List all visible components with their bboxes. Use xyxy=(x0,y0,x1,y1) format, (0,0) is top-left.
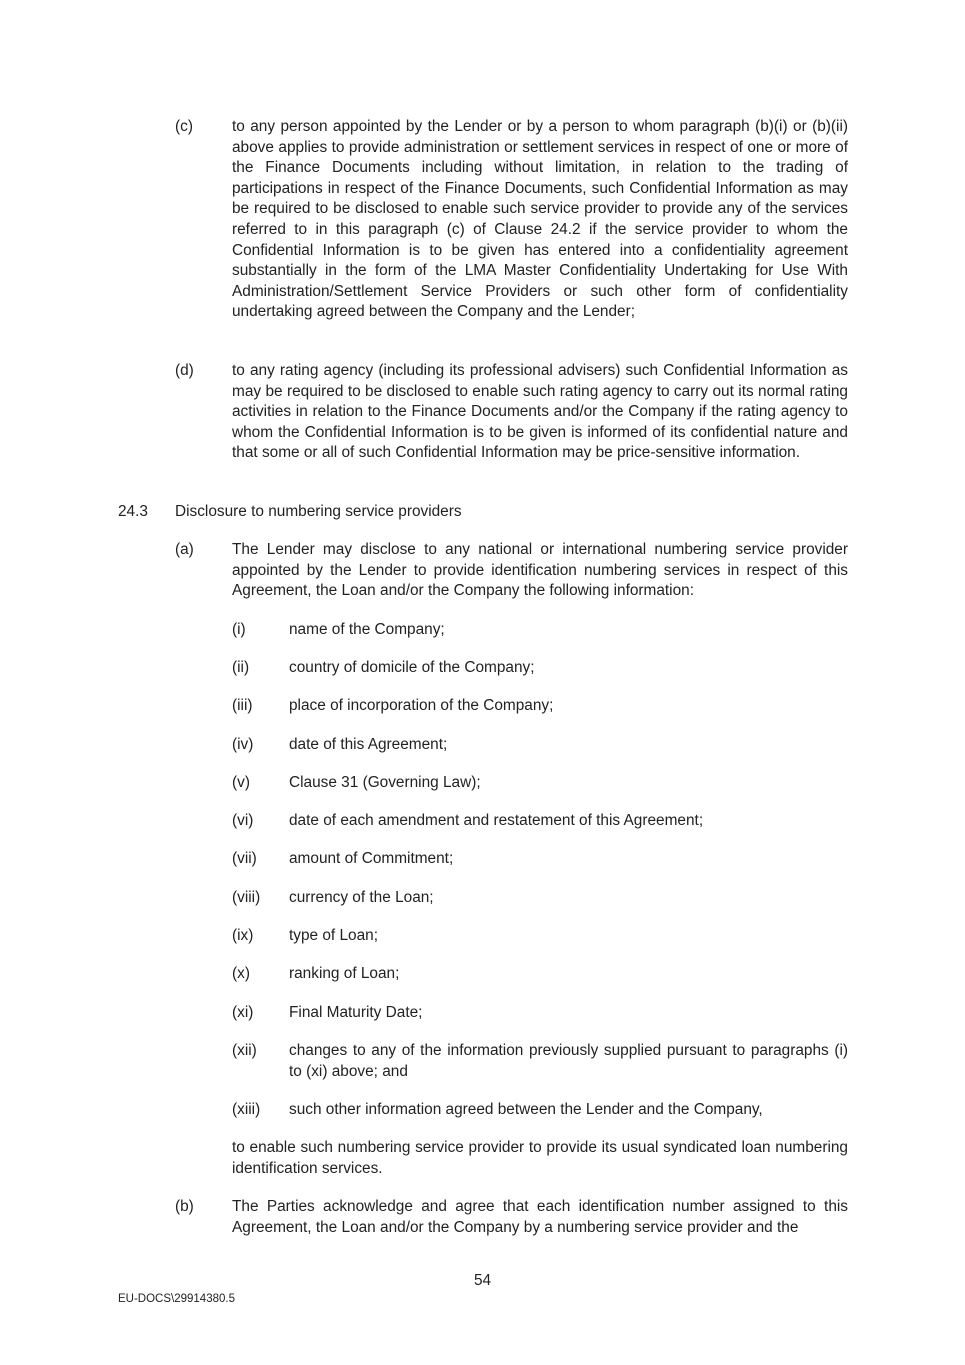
para-b-label: (b) xyxy=(175,1198,194,1215)
list-item-label: (v) xyxy=(232,774,250,791)
list-item-text: Clause 31 (Governing Law); xyxy=(289,774,481,791)
list-item-label: (vi) xyxy=(232,812,254,829)
list-item-text: Final Maturity Date; xyxy=(289,1004,423,1021)
document-reference: EU-DOCS\29914380.5 xyxy=(118,1293,235,1305)
para-d-text: to any rating agency (including its professional advisers) such Confidential Information as may be required to be disclosed to enable such rating agency to carry out its normal rating activities in relation to the Finance Documents and/or the Company if the rating agency to whom the Confidential Information is to be given is informed of its confidential nature and that some or all of such Confidential Information may be price-sensitive information. xyxy=(232,362,848,462)
list-item-label: (iv) xyxy=(232,736,254,753)
list-item-text: such other information agreed between the Lender and the Company, xyxy=(289,1101,763,1118)
section-number: 24.3 xyxy=(118,503,148,520)
list-item-label: (vii) xyxy=(232,850,257,867)
list-item-label: (x) xyxy=(232,965,250,982)
list-item-label: (ii) xyxy=(232,659,250,676)
section-title: Disclosure to numbering service providers xyxy=(175,503,462,520)
list-item-text: name of the Company; xyxy=(289,621,445,638)
list-item-text: type of Loan; xyxy=(289,927,378,944)
list-item-label: (ix) xyxy=(232,927,254,944)
list-item-label: (viii) xyxy=(232,889,261,906)
list-item-label: (xii) xyxy=(232,1042,257,1059)
list-item-text: country of domicile of the Company; xyxy=(289,659,535,676)
list-item-text: place of incorporation of the Company; xyxy=(289,697,554,714)
list-item-text: date of each amendment and restatement of this Agreement; xyxy=(289,812,704,829)
list-item-label: (xi) xyxy=(232,1004,254,1021)
page-number: 54 xyxy=(473,1272,492,1289)
para-d-label: (d) xyxy=(175,362,194,379)
para-c-label: (c) xyxy=(175,118,193,135)
list-item-text: date of this Agreement; xyxy=(289,736,448,753)
para-a-text: The Lender may disclose to any national or international numbering service provider appointed by the Lender to provide identification numbering services in respect of this Agreement, the Loan and/or the Company the following information: xyxy=(232,541,848,600)
para-a-label: (a) xyxy=(175,541,194,558)
list-item-text: ranking of Loan; xyxy=(289,965,400,982)
para-b-text: The Parties acknowledge and agree that each identification number assigned to this Agreement, the Loan and/or the Company by a numbering service provider and the xyxy=(232,1198,848,1236)
closing-text: to enable such numbering service provider to provide its usual syndicated loan numbering identification services. xyxy=(232,1139,848,1177)
list-item-text: changes to any of the information previously supplied pursuant to paragraphs (i) to (xi) above; and xyxy=(289,1042,848,1080)
list-item-label: (iii) xyxy=(232,697,253,714)
list-item-text: amount of Commitment; xyxy=(289,850,454,867)
list-item-label: (i) xyxy=(232,621,246,638)
para-c-text: to any person appointed by the Lender or by a person to whom paragraph (b)(i) or (b)(ii) above applies to provide administration or settlement services in respect of one or more of the Finance Documents including without limitation, in relation to the trading of participations in respect of the Finance Documents, such Confidential Information as may be required to be disclosed to enable such service provider to provide any of the services referred to in this paragraph (c) of Clause 24.2 if the service provider to whom the Confidential Information is to be given has entered into a confidentiality agreement substantially in the form of the LMA Master Confidentiality Undertaking for Use With Administration/Settlement Service Providers or such other form of confidentiality undertaking agreed between the Company and the Lender; xyxy=(232,118,848,321)
list-item-text: currency of the Loan; xyxy=(289,889,434,906)
list-item-label: (xiii) xyxy=(232,1101,261,1118)
